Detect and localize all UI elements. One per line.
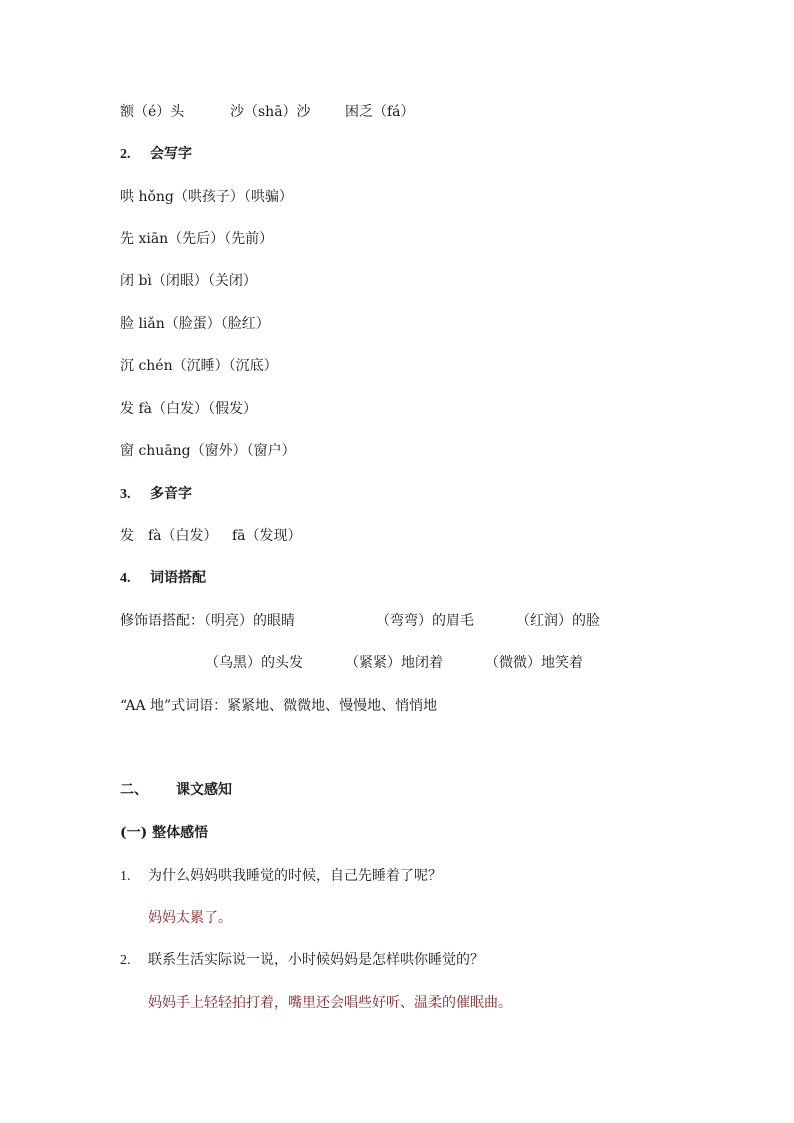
section-heading-write [120, 144, 192, 165]
part-heading [120, 780, 232, 800]
section-number: 2. [120, 147, 131, 162]
answer-text: 妈妈太累了。 [148, 910, 232, 926]
reading-item: 困乏（fá） [345, 104, 415, 120]
aa-words-line: “AA 地”式词语：紧紧地、微微地、慢慢地、悄悄地 [120, 698, 438, 714]
match-item: （红润）的脸 [516, 613, 600, 629]
poly-char: 发 [120, 528, 134, 544]
question-number: 2. [120, 953, 131, 968]
match-item: （弯弯）的眉毛 [376, 613, 474, 629]
poly-row [120, 526, 302, 546]
question-text: 联系生活实际说一说，小时候妈妈是怎样哄你睡觉的？ [148, 952, 484, 968]
section-heading-poly [120, 484, 192, 505]
subsection-heading: (一) 整体感悟 [120, 825, 209, 841]
poly-reading: fā（发现） [232, 528, 302, 544]
section-title: 多音字 [150, 486, 192, 502]
poly-reading: fà（白发） [148, 528, 218, 544]
write-item: 哄 hǒng（哄孩子）（哄骗） [120, 189, 293, 205]
section-title: 会写字 [150, 146, 192, 162]
question-line [120, 950, 484, 971]
reading-item: 沙（shā）沙 [230, 104, 311, 120]
write-item: 先 xiān（先后）（先前） [120, 231, 274, 247]
part-number: 二、 [120, 782, 148, 798]
match-item: 修饰语搭配：（明亮）的眼睛 [120, 613, 295, 629]
match-row [205, 653, 583, 673]
section-heading-match [120, 568, 206, 589]
match-item: （微微）地笑着 [485, 655, 583, 671]
question-line [120, 866, 442, 887]
write-item: 闭 bì（闭眼）（关闭） [120, 273, 257, 289]
write-item: 窗 chuāng（窗外）（窗户） [120, 443, 296, 459]
match-item: （乌黑）的头发 [205, 655, 303, 671]
section-number: 3. [120, 487, 131, 502]
part-title: 课文感知 [176, 782, 232, 798]
answer-text: 妈妈手上轻轻拍打着，嘴里还会唱些好听、温柔的催眠曲。 [148, 995, 512, 1011]
write-item: 脸 liǎn（脸蛋）（脸红） [120, 316, 270, 332]
section-number: 4. [120, 571, 131, 586]
write-item: 沉 chén（沉睡）（沉底） [120, 358, 278, 374]
section-title: 词语搭配 [150, 570, 206, 586]
reading-item: 额（é）头 [120, 104, 185, 120]
reading-row [120, 102, 415, 122]
question-text: 为什么妈妈哄我睡觉的时候，自己先睡着了呢？ [148, 868, 442, 884]
question-number: 1. [120, 869, 131, 884]
write-item: 发 fà（白发）（假发） [120, 401, 257, 417]
match-row [120, 611, 600, 631]
match-item: （紧紧）地闭着 [345, 655, 443, 671]
